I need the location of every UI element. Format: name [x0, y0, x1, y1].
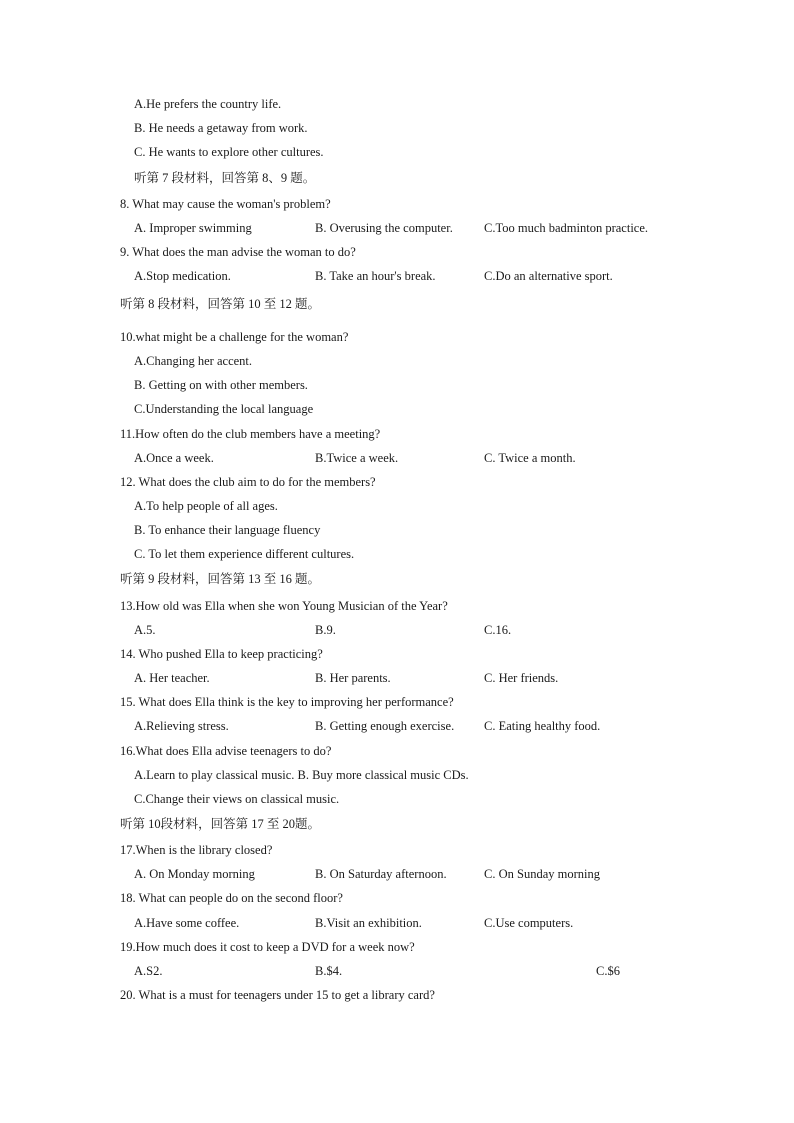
q13-option-b: B.9. — [315, 623, 336, 637]
q16-option-c: C.Change their views on classical music. — [134, 792, 340, 806]
q12-option-a: A.To help people of all ages. — [134, 499, 278, 513]
q9-stem: 9. What does the man advise the woman to do? — [120, 245, 356, 259]
q10-stem: 10.what might be a challenge for the woman? — [120, 330, 349, 344]
q14-option-b: B. Her parents. — [315, 671, 391, 685]
q7-option-b: B. He needs a getaway from work. — [134, 121, 308, 135]
q14-option-c: C. Her friends. — [484, 671, 559, 685]
q11-option-c: C. Twice a month. — [484, 451, 576, 465]
q7-option-a: A.He prefers the country life. — [134, 97, 282, 111]
q12-option-c: C. To let them experience different cultures. — [134, 547, 355, 561]
q14-stem: 14. Who pushed Ella to keep practicing? — [120, 647, 323, 661]
q9-option-a: A.Stop medication. — [134, 269, 231, 283]
q18-option-c: C.Use computers. — [484, 916, 574, 930]
section-7-heading: 听第 7 段材料，回答第 8、9 题。 — [134, 171, 316, 185]
q17-option-b: B. On Saturday afternoon. — [315, 867, 447, 881]
q11-option-b: B.Twice a week. — [315, 451, 399, 465]
q17-stem: 17.When is the library closed? — [120, 843, 273, 857]
q10-option-c: C.Understanding the local language — [134, 402, 314, 416]
q8-option-a: A. Improper swimming — [134, 221, 252, 235]
q18-option-a: A.Have some coffee. — [134, 916, 240, 930]
section-10-heading: 听第 10段材料，回答第 17 至 20题。 — [120, 817, 321, 831]
section-8-heading: 听第 8 段材料，回答第 10 至 12 题。 — [120, 297, 321, 311]
q19-option-b: B.$4. — [315, 964, 343, 978]
q13-stem: 13.How old was Ella when she won Young Musician of the Year? — [120, 599, 448, 613]
q19-option-c: C.$6 — [596, 964, 620, 978]
section-9-heading: 听第 9 段材料，回答第 13 至 16 题。 — [120, 572, 321, 586]
q20-stem: 20. What is a must for teenagers under 15 to get a library card? — [120, 988, 435, 1002]
q10-option-b: B. Getting on with other members. — [134, 378, 308, 392]
q16-options-ab: A.Learn to play classical music. B. Buy more classical music CDs. — [134, 768, 469, 782]
q15-stem: 15. What does Ella think is the key to improving her performance? — [120, 695, 454, 709]
q17-option-a: A. On Monday morning — [134, 867, 255, 881]
q9-option-c: C.Do an alternative sport. — [484, 269, 613, 283]
q13-option-a: A.5. — [134, 623, 156, 637]
q11-stem: 11.How often do the club members have a meeting? — [120, 427, 381, 441]
q7-option-c: C. He wants to explore other cultures. — [134, 145, 324, 159]
q16-stem: 16.What does Ella advise teenagers to do? — [120, 744, 332, 758]
q15-option-b: B. Getting enough exercise. — [315, 719, 455, 733]
q12-option-b: B. To enhance their language fluency — [134, 523, 321, 537]
q11-option-a: A.Once a week. — [134, 451, 214, 465]
q10-option-a: A.Changing her accent. — [134, 354, 253, 368]
q19-option-a: A.S2. — [134, 964, 163, 978]
q12-stem: 12. What does the club aim to do for the members? — [120, 475, 376, 489]
q14-option-a: A. Her teacher. — [134, 671, 210, 685]
q18-option-b: B.Visit an exhibition. — [315, 916, 422, 930]
q18-stem: 18. What can people do on the second floor? — [120, 891, 343, 905]
q9-option-b: B. Take an hour's break. — [315, 269, 436, 283]
q8-option-b: B. Overusing the computer. — [315, 221, 453, 235]
q15-option-c: C. Eating healthy food. — [484, 719, 601, 733]
q13-option-c: C.16. — [484, 623, 512, 637]
q19-stem: 19.How much does it cost to keep a DVD for a week now? — [120, 940, 415, 954]
q15-option-a: A.Relieving stress. — [134, 719, 229, 733]
q8-option-c: C.Too much badminton practice. — [484, 221, 649, 235]
q17-option-c: C. On Sunday morning — [484, 867, 600, 881]
q8-stem: 8. What may cause the woman's problem? — [120, 197, 331, 211]
